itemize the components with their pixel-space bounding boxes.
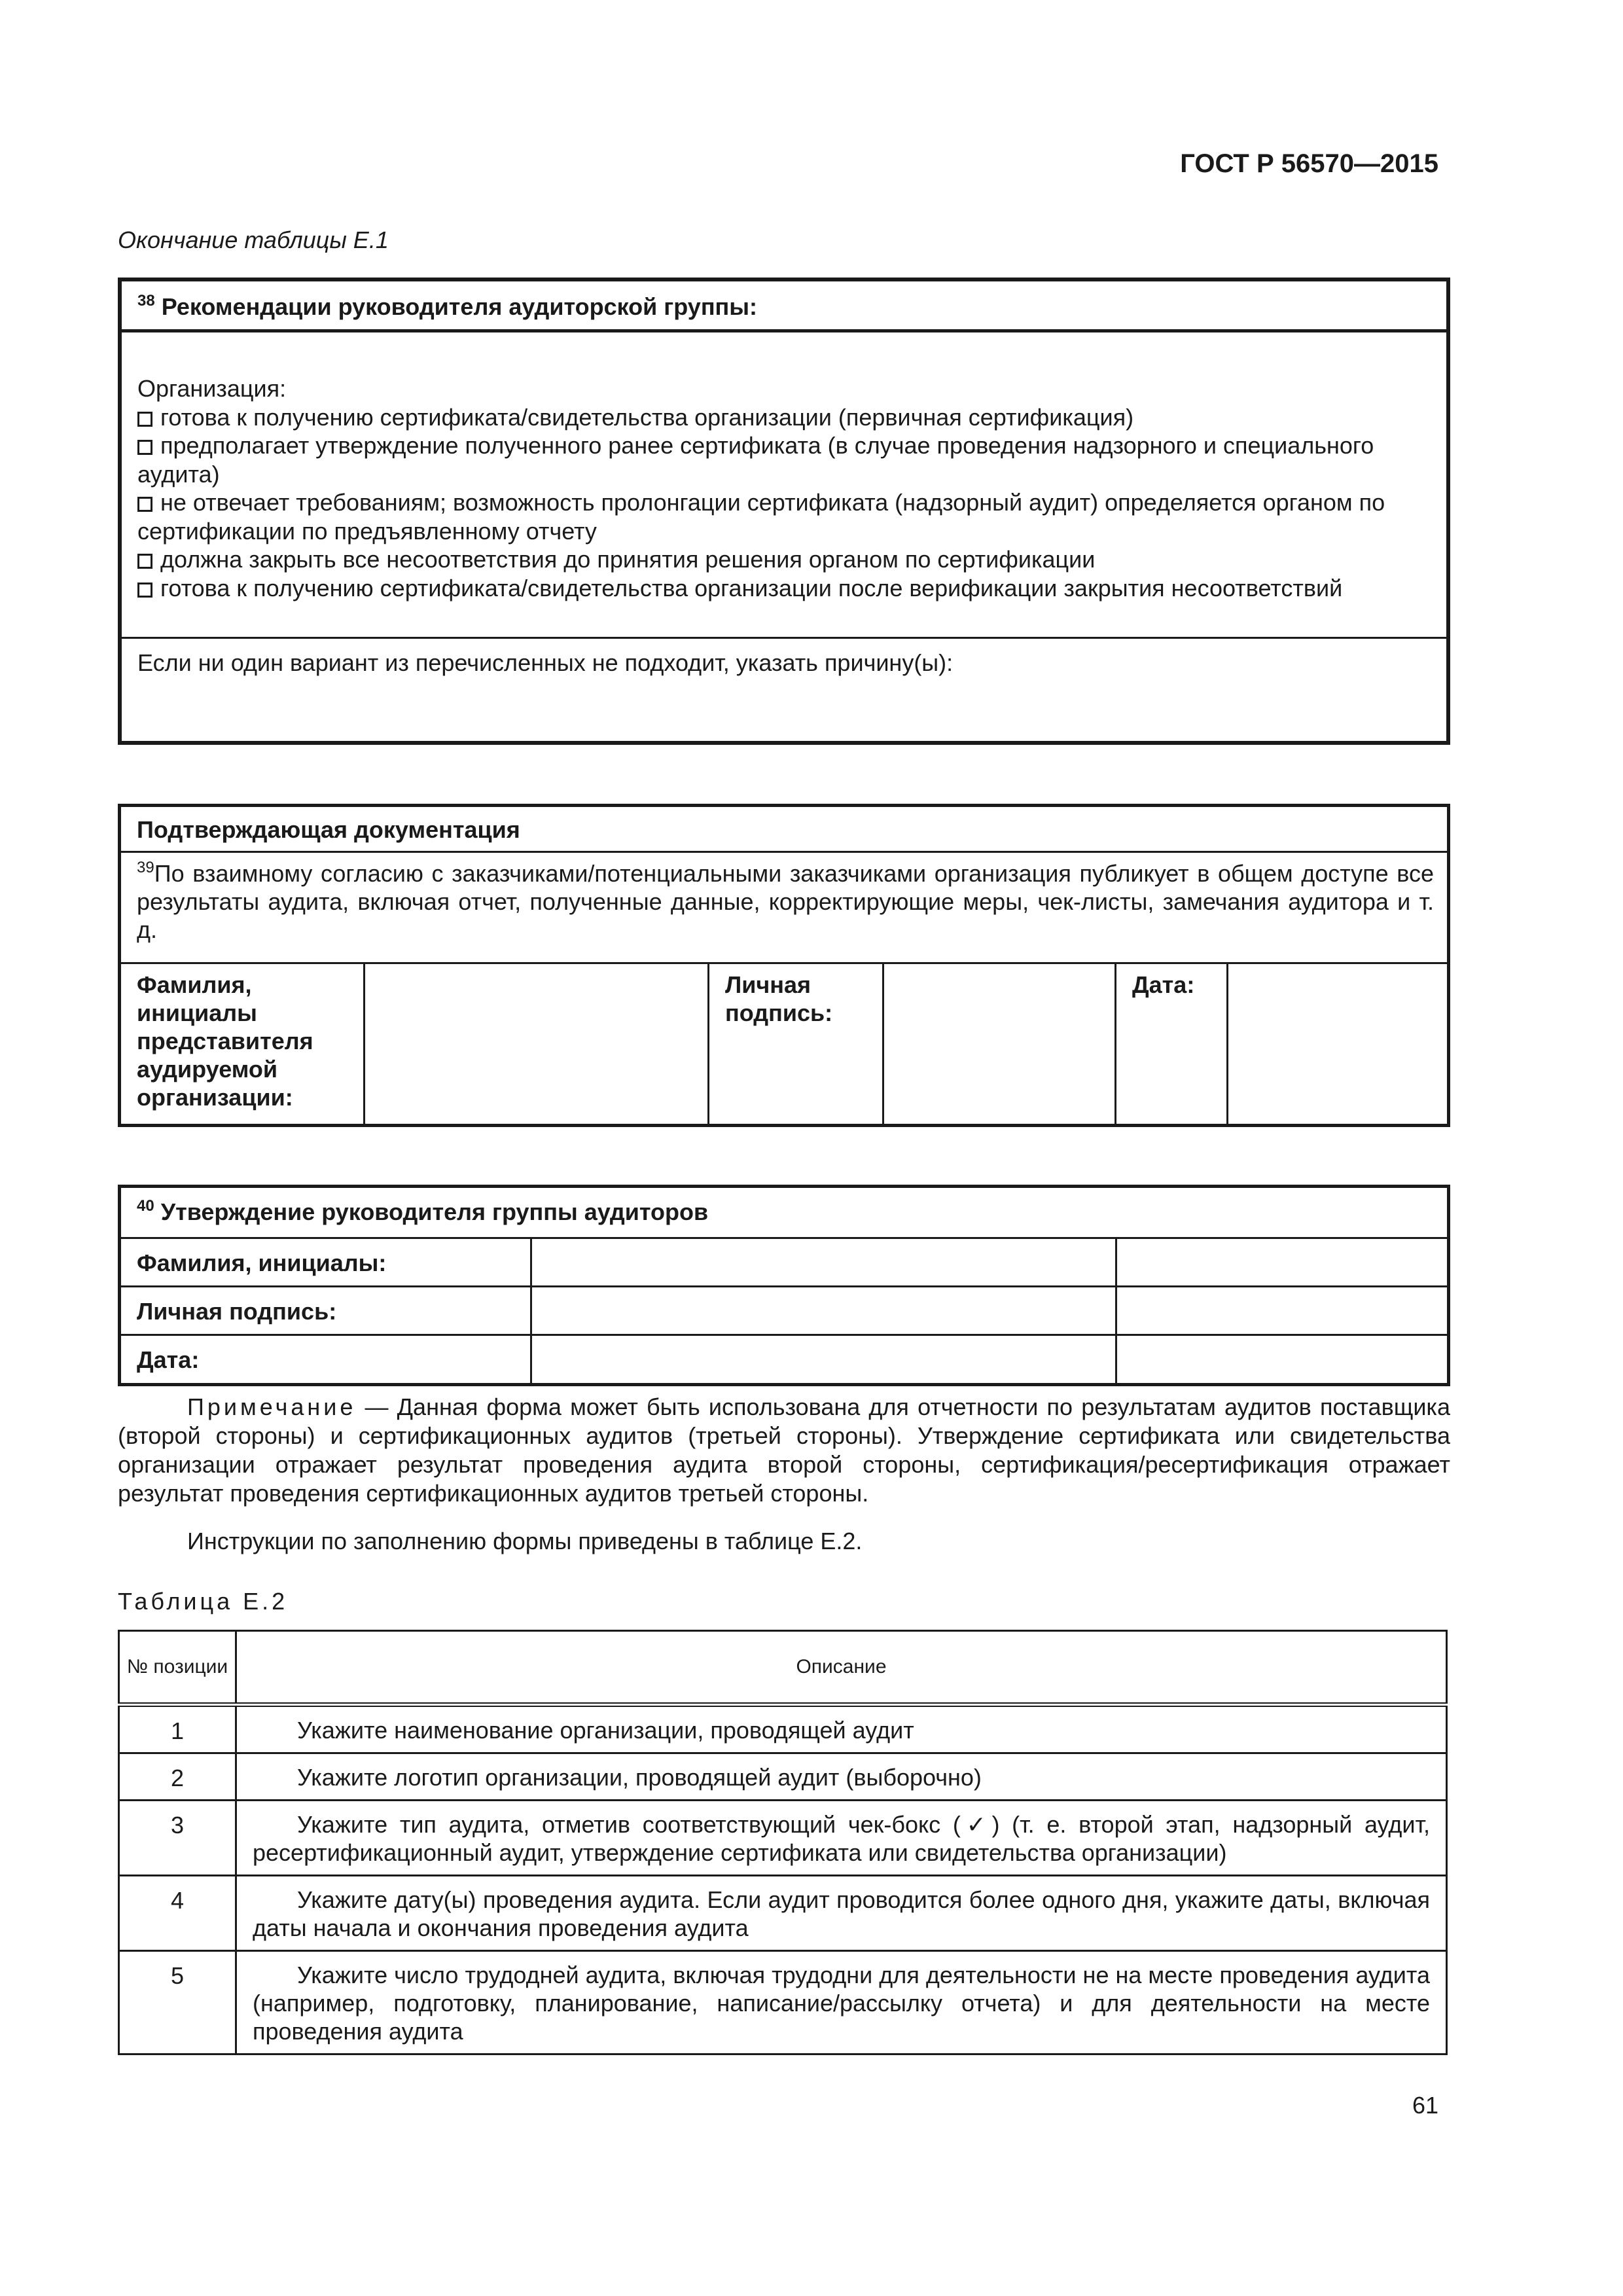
column-header-description: Описание <box>236 1631 1447 1705</box>
option-item <box>137 574 1433 603</box>
option-text: не отвечает требованиям; возможность пролонгации сертификата (надзорный аудит) определяется органом по сертификации по предъявленному отчету <box>137 489 1385 545</box>
instructions-paragraph: Инструкции по заполнению формы приведены в таблице Е.2. <box>187 1528 863 1554</box>
row-number: 4 <box>119 1876 236 1951</box>
option-text: готова к получению сертификата/свидетельства организации после верификации закрытия несоответствий <box>160 574 1343 601</box>
option-item <box>137 403 1433 432</box>
approval-extra-field[interactable] <box>1117 1336 1447 1384</box>
approval-row-label: Личная подпись: <box>121 1287 532 1334</box>
approval-value-field[interactable] <box>532 1287 1117 1334</box>
option-text: должна закрыть все несоответствия до принятия решения органом по сертификации <box>160 546 1096 573</box>
page-number: 61 <box>1412 2092 1438 2119</box>
auditee-sign-label: Личная подпись: <box>709 964 884 1124</box>
recommendations-title: Рекомендации руководителя аудиторской группы: <box>161 293 758 320</box>
note-paragraph <box>118 1393 1450 1508</box>
supporting-documentation-table <box>118 804 1450 1127</box>
item-number-40: 40 <box>137 1197 154 1215</box>
row-number: 2 <box>119 1753 236 1801</box>
row-number: 3 <box>119 1801 236 1876</box>
recommendations-header <box>122 281 1446 332</box>
lead-auditor-approval-table <box>118 1185 1450 1386</box>
row-description: Укажите наименование организации, проводящей аудит <box>236 1705 1447 1753</box>
approval-value-field[interactable] <box>532 1239 1117 1285</box>
approval-extra-field[interactable] <box>1117 1239 1447 1285</box>
table-row <box>119 1753 1447 1801</box>
option-text: предполагает утверждение полученного ранее сертификата (в случае проведения надзорного и специального аудита) <box>137 432 1374 488</box>
document-header: ГОСТ Р 56570—2015 <box>1180 149 1438 178</box>
other-reason-field[interactable]: Если ни один вариант из перечисленных не подходит, указать причину(ы): <box>137 649 954 676</box>
approval-extra-field[interactable] <box>1117 1287 1447 1334</box>
table-row <box>119 1705 1447 1753</box>
row-number: 5 <box>119 1951 236 2054</box>
table-header-row <box>119 1631 1447 1705</box>
approval-sign-row <box>121 1287 1447 1336</box>
option-item <box>137 545 1433 574</box>
row-description: Укажите число трудодней аудита, включая трудодни для деятельности не на месте проведения аудита (например, подготовку, планирование, написание/рассылку отчета) и для деятельности на месте проведения аудита <box>236 1951 1447 2054</box>
approval-value-field[interactable] <box>532 1336 1117 1384</box>
auditee-name-label: Фамилия, инициалы представителя аудируемой организации: <box>121 964 365 1124</box>
option-item <box>137 431 1433 488</box>
table-e2-caption: Таблица Е.2 <box>118 1588 289 1615</box>
option-text: готова к получению сертификата/свидетельства организации (первичная сертификация) <box>160 403 1134 431</box>
item-number-39: 39 <box>137 859 154 876</box>
approval-row-label: Фамилия, инициалы: <box>121 1239 532 1285</box>
auditee-name-field[interactable] <box>365 964 709 1124</box>
item-number-38: 38 <box>137 292 155 310</box>
checkbox-icon[interactable] <box>137 583 152 598</box>
table-row <box>119 1951 1447 2054</box>
row-description: Укажите тип аудита, отметив соответствующий чек-бокс (✓) (т. е. второй этап, надзорный аудит, ресертификационный аудит, утверждение сертификата или свидетельства организации) <box>236 1801 1447 1876</box>
row-description: Укажите дату(ы) проведения аудита. Если аудит проводится более одного дня, укажите даты, включая даты начала и окончания проведения аудита <box>236 1876 1447 1951</box>
row-number: 1 <box>119 1705 236 1753</box>
approval-row-label: Дата: <box>121 1336 532 1384</box>
approval-title: Утверждение руководителя группы аудиторов <box>160 1198 709 1225</box>
recommendations-table <box>118 278 1450 745</box>
publication-consent-text <box>121 853 1447 964</box>
organization-label: Организация: <box>137 375 287 402</box>
approval-name-row <box>121 1239 1447 1287</box>
consent-text: По взаимному согласию с заказчиками/потенциальными заказчиками организация публикует в общем доступе все результаты аудита, включая отчет, полученные данные, корректирующие меры, чек-листы, замечания аудитора и т. д. <box>137 860 1434 943</box>
approval-date-row <box>121 1336 1447 1384</box>
table-row <box>119 1876 1447 1951</box>
table-continuation-caption: Окончание таблицы Е.1 <box>118 226 389 253</box>
table-row <box>119 1801 1447 1876</box>
checkbox-icon[interactable] <box>137 440 152 455</box>
note-label: Примечание <box>187 1393 357 1420</box>
option-item <box>137 488 1433 545</box>
approval-header <box>121 1188 1447 1239</box>
column-header-position: № позиции <box>119 1631 236 1705</box>
row-description: Укажите логотип организации, проводящей аудит (выборочно) <box>236 1753 1447 1801</box>
checkbox-icon[interactable] <box>137 497 152 512</box>
auditee-date-field[interactable] <box>1228 964 1447 1124</box>
checkbox-icon[interactable] <box>137 554 152 569</box>
checkbox-icon[interactable] <box>137 412 152 427</box>
table-e2 <box>118 1630 1448 2055</box>
recommendations-options <box>122 332 1446 639</box>
supporting-documentation-title: Подтверждающая документация <box>121 807 1447 853</box>
auditee-date-label: Дата: <box>1116 964 1228 1124</box>
auditee-sign-field[interactable] <box>884 964 1116 1124</box>
auditee-signature-row <box>121 964 1447 1124</box>
note-text: — Данная форма может быть использована для отчетности по результатам аудитов поставщика (второй стороны) и сертификационных аудитов (третьей стороны). Утверждение сертификата или свидетельства организации отражает результат проведения аудита второй стороны, сертификация/ресертификация отражает результат проведения сертификационных аудитов третьей стороны. <box>118 1393 1450 1507</box>
